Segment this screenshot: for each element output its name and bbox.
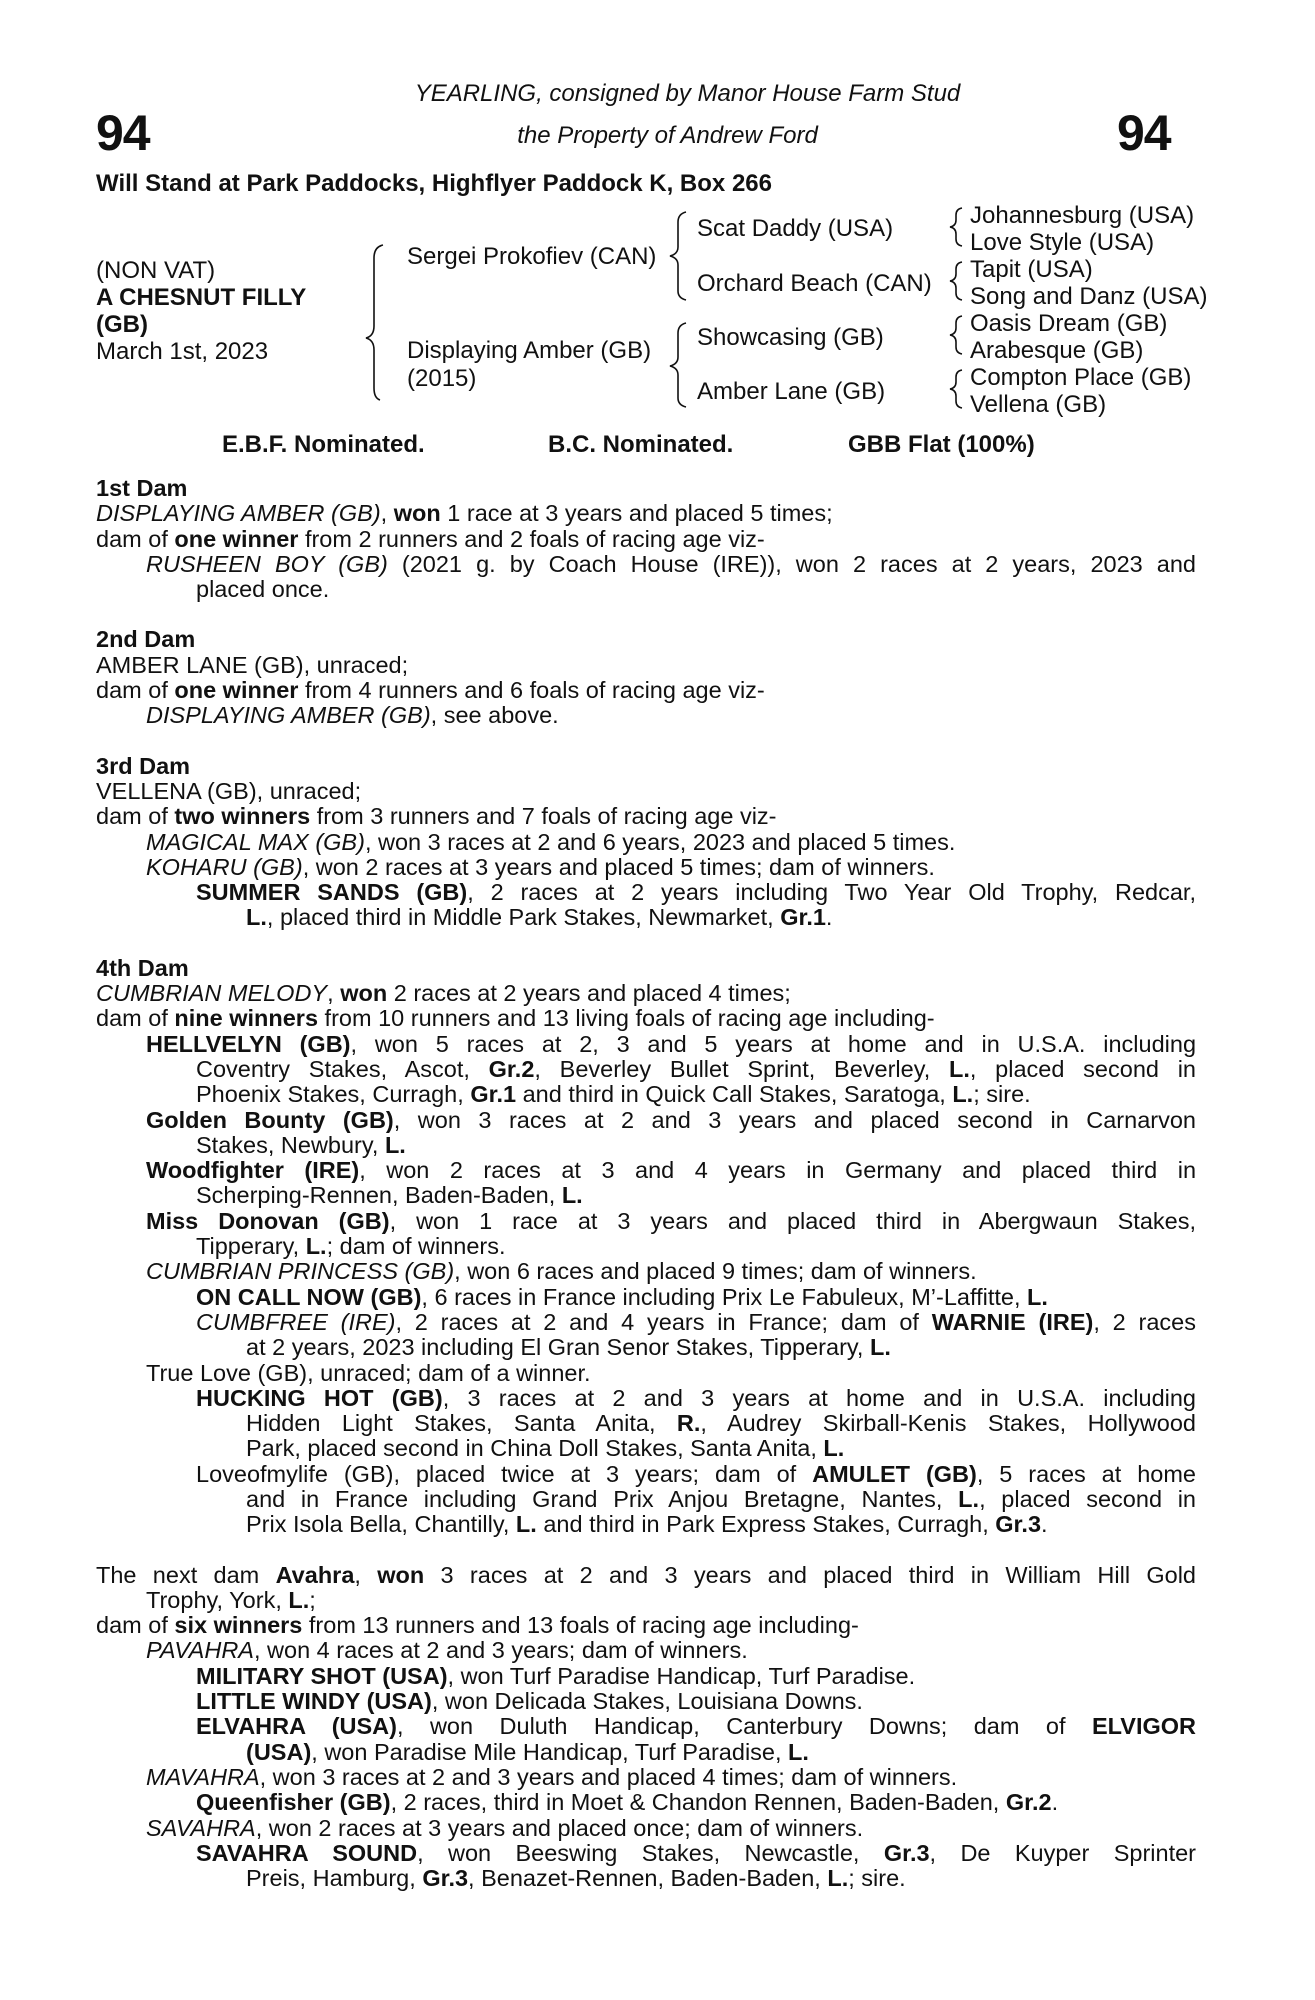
produce-entry-cont: at 2 years, 2023 including El Gran Senor Stakes, Tipperary, L. (246, 1334, 891, 1361)
owner-line: the Property of Andrew Ford (517, 122, 818, 149)
sds: Tapit (USA) (970, 256, 1093, 283)
sire-dam: Orchard Beach (CAN) (697, 270, 932, 297)
produce-entry: CUMBRIAN PRINCESS (GB), won 6 races and placed 9 times; dam of winners. (146, 1258, 977, 1285)
produce-entry-cont: Hidden Light Stakes, Santa Anita, R., Audrey Skirball-Kenis Stakes, Hollywood (246, 1410, 1196, 1437)
dam-produce-summary: dam of nine winners from 10 runners and 13 living foals of racing age including- (96, 1005, 935, 1032)
gbb-flat: GBB Flat (100%) (848, 431, 1035, 458)
fourth-dam-section (96, 956, 1196, 1538)
first-dam-section (96, 476, 1196, 602)
dam-produce-summary: dam of one winner from 2 runners and 2 foals of racing age viz- (96, 525, 765, 552)
sss: Johannesburg (USA) (970, 202, 1195, 229)
sire: Sergei Prokofiev (CAN) (407, 243, 657, 270)
dam: Displaying Amber (GB) (407, 337, 652, 364)
produce-entry: Golden Bounty (GB), won 3 races at 2 and 3 years and placed second in Carnarvon (146, 1106, 1196, 1133)
ssd: Love Style (USA) (970, 229, 1155, 256)
produce-entry-cont: placed once. (196, 576, 330, 603)
sdd: Song and Danz (USA) (970, 283, 1208, 310)
horse-country: (GB) (96, 311, 148, 338)
section-heading: 2nd Dam (96, 626, 196, 653)
dam-summary: CUMBRIAN MELODY, won 2 races at 2 years and placed 4 times; (96, 980, 791, 1007)
produce-entry-cont: Scherping-Rennen, Baden-Baden, L. (196, 1182, 583, 1209)
stand-location: Will Stand at Park Paddocks, Highflyer Paddock K, Box 266 (96, 170, 772, 197)
produce-entry: Queenfisher (GB), 2 races, third in Moet & Chandon Rennen, Baden-Baden, Gr.2. (196, 1789, 1059, 1816)
bc-nomination: B.C. Nominated. (548, 431, 734, 458)
sire-sire: Scat Daddy (USA) (697, 215, 894, 242)
section-heading: 1st Dam (96, 475, 188, 501)
dss: Oasis Dream (GB) (970, 310, 1168, 337)
dam-year: (2015) (407, 365, 477, 392)
produce-entry: Miss Donovan (GB), won 1 race at 3 years and placed third in Abergwaun Stakes, (146, 1207, 1197, 1234)
dam-summary-cont: Trophy, York, L.; (146, 1586, 316, 1613)
dds: Compton Place (GB) (970, 364, 1192, 391)
produce-entry: LITTLE WINDY (USA), won Delicada Stakes, Louisiana Downs. (196, 1688, 863, 1715)
produce-entry-cont: Tipperary, L.; dam of winners. (196, 1233, 506, 1260)
dam-produce-summary: dam of two winners from 3 runners and 7 foals of racing age viz- (96, 803, 777, 830)
produce-entry: KOHARU (GB), won 2 races at 3 years and placed 5 times; dam of winners. (146, 853, 935, 880)
horse-name: A CHESNUT FILLY (96, 284, 307, 311)
dam-summary: AMBER LANE (GB), unraced; (96, 651, 409, 678)
produce-entry-cont: and in France including Grand Prix Anjou Bretagne, Nantes, L., placed second in (246, 1485, 1197, 1512)
produce-entry: MILITARY SHOT (USA), won Turf Paradise Handicap, Turf Paradise. (196, 1662, 916, 1689)
produce-entry: SAVAHRA, won 2 races at 3 years and placed once; dam of winners. (146, 1814, 864, 1841)
produce-entry-cont: L., placed third in Middle Park Stakes, Newmarket, Gr.1. (246, 904, 833, 931)
produce-entry-cont: Coventry Stakes, Ascot, Gr.2, Beverley Bullet Sprint, Beverley, L., placed second in (196, 1055, 1196, 1082)
produce-entry: SUMMER SANDS (GB), 2 races at 2 years including Two Year Old Trophy, Redcar, (196, 879, 1196, 906)
produce-entry: HUCKING HOT (GB), 3 races at 2 and 3 years at home and in U.S.A. including (196, 1384, 1197, 1411)
second-dam-section (96, 627, 1196, 728)
produce-entry-cont: Prix Isola Bella, Chantilly, L. and third in Park Express Stakes, Curragh, Gr.3. (246, 1511, 1048, 1538)
dsd: Arabesque (GB) (970, 337, 1144, 364)
produce-entry: ON CALL NOW (GB), 6 races in France including Prix Le Fabuleux, M’-Laffitte, L. (196, 1283, 1048, 1310)
dam-sire: Showcasing (GB) (697, 324, 884, 351)
dam-summary: The next dam Avahra, won 3 races at 2 and 3 years and placed third in William Hill Gold (96, 1561, 1196, 1588)
third-dam-section (96, 754, 1196, 931)
lot-number-right: 94 (1117, 105, 1171, 161)
produce-entry: ELVAHRA (USA), won Duluth Handicap, Canterbury Downs; dam of ELVIGOR (196, 1713, 1197, 1740)
ebf-nomination: E.B.F. Nominated. (222, 431, 425, 458)
section-heading: 4th Dam (96, 954, 189, 981)
produce-entry: CUMBFREE (IRE), 2 races at 2 and 4 years in France; dam of WARNIE (IRE), 2 races (196, 1308, 1196, 1335)
produce-entry: DISPLAYING AMBER (GB), see above. (146, 702, 559, 729)
produce-entry-cont: (USA), won Paradise Mile Handicap, Turf Paradise, L. (246, 1738, 809, 1765)
produce-entry: MAVAHRA, won 3 races at 2 and 3 years and placed 4 times; dam of winners. (146, 1763, 958, 1790)
produce-entry-cont: Stakes, Newbury, L. (196, 1131, 406, 1158)
ddd: Vellena (GB) (970, 391, 1107, 418)
produce-entry: MAGICAL MAX (GB), won 3 races at 2 and 6 years, 2023 and placed 5 times. (146, 828, 956, 855)
produce-entry: Woodfighter (IRE), won 2 races at 3 and 4 years in Germany and placed third in (146, 1157, 1197, 1184)
produce-entry-cont: Park, placed second in China Doll Stakes, Santa Anita, L. (246, 1435, 845, 1462)
catalogue-body (96, 476, 1196, 1916)
vat-status: (NON VAT) (96, 257, 216, 284)
dam-produce-summary: dam of six winners from 13 runners and 13 foals of racing age including- (96, 1612, 859, 1639)
horse-dob: March 1st, 2023 (96, 338, 269, 365)
produce-entry: Loveofmylife (GB), placed twice at 3 years; dam of AMULET (GB), 5 races at home (196, 1460, 1196, 1487)
produce-entry: SAVAHRA SOUND, won Beeswing Stakes, Newcastle, Gr.3, De Kuyper Sprinter (196, 1839, 1196, 1866)
produce-entry: RUSHEEN BOY (GB) (2021 g. by Coach House (IRE)), won 2 races at 2 years, 2023 and (146, 550, 1197, 577)
section-heading: 3rd Dam (96, 752, 191, 779)
produce-entry: HELLVELYN (GB), won 5 races at 2, 3 and 5 years at home and in U.S.A. including (146, 1030, 1197, 1057)
lot-number-left: 94 (96, 105, 150, 161)
produce-entry-cont: Preis, Hamburg, Gr.3, Benazet-Rennen, Baden-Baden, L.; sire. (246, 1865, 906, 1892)
dam-summary: VELLENA (GB), unraced; (96, 777, 362, 804)
produce-entry-cont: Phoenix Stakes, Curragh, Gr.1 and third in Quick Call Stakes, Saratoga, L.; sire. (196, 1081, 1031, 1108)
produce-entry: PAVAHRA, won 4 races at 2 and 3 years; dam of winners. (146, 1637, 748, 1664)
dam-summary: DISPLAYING AMBER (GB), won 1 race at 3 years and placed 5 times; (96, 500, 833, 527)
dam-produce-summary: dam of one winner from 4 runners and 6 foals of racing age viz- (96, 677, 765, 704)
next-dam-section (96, 1563, 1196, 1892)
produce-entry: True Love (GB), unraced; dam of a winner. (146, 1359, 591, 1386)
consignor-line: YEARLING, consigned by Manor House Farm Stud (414, 80, 961, 107)
dam-dam: Amber Lane (GB) (697, 378, 886, 405)
